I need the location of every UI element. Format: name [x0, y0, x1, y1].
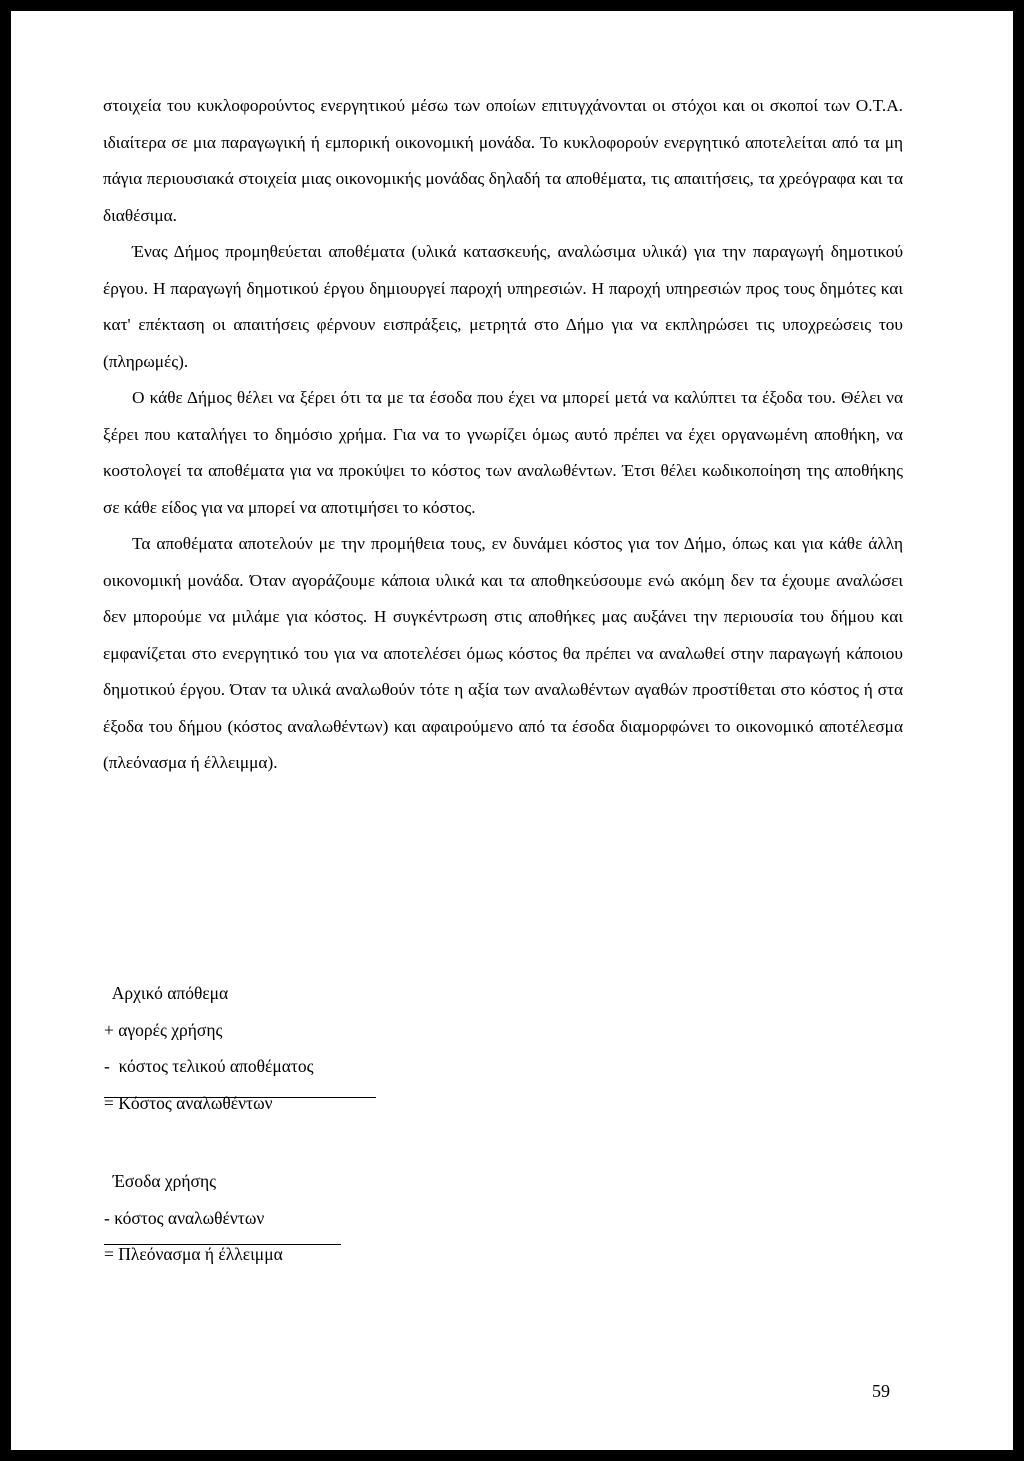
formula-line-initial-stock: Αρχικό απόθεμα: [104, 983, 229, 1003]
formula-line-purchases: + αγορές χρήσης: [104, 1019, 223, 1040]
formula-result-cost: = Κόστος αναλωθέντων: [104, 1092, 273, 1113]
formula-result-surplus: = Πλεόνασμα ή έλλειμμα: [104, 1244, 283, 1264]
paragraph-municipality-supplies: Ένας Δήμος προμηθεύεται αποθέματα (υλικά κατασκευής, αναλώσιμα υλικά) για την παραγωγή δημοτικού έργου. Η παραγωγή δημοτικού έργου δημιουργεί παροχή υπηρεσιών. Η παροχή υπηρεσιών προς τους δημότες και κατ' επέκταση οι απαιτήσεις φέρνουν εισπράξεις, μετρητά στο Δήμο για να εκπληρώσει τις υποχρεώσεις του (πληρωμές).: [103, 242, 903, 371]
formula-line-cost: - κόστος αναλωθέντων: [104, 1207, 265, 1228]
formula-surplus: [104, 1163, 283, 1273]
page-number: 59: [872, 1381, 890, 1401]
formula-line-final-stock: - κόστος τελικού αποθέματος: [104, 1056, 314, 1076]
formula-cost-of-goods: [104, 975, 314, 1121]
formula-line-revenue: Έσοδα χρήσης: [104, 1171, 217, 1191]
paragraph-current-assets: στοιχεία του κυκλοφορούντος ενεργητικού μέσω των οποίων επιτυγχάνονται οι στόχοι και οι σκοποί των Ο.Τ.Α. ιδιαίτερα σε μια παραγωγική ή εμπορική οικονομική μονάδα. Το κυκλοφορούν ενεργητικό αποτελείται από τα μη πάγια περιουσιακά στοιχεία μιας οικονομικής μονάδας δηλαδή τα αποθέματα, τις απαιτήσεις, τα χρεόγραφα και τα διαθέσιμα.: [103, 96, 903, 225]
formula-divider-surplus: [104, 1244, 341, 1245]
body-text: [103, 88, 903, 782]
paragraph-inventory-cost: Τα αποθέματα αποτελούν με την προμήθεια τους, εν δυνάμει κόστος για τον Δήμο, όπως και για κάθε άλλη οικονομική μονάδα. Όταν αγοράζουμε κάποια υλικά και τα αποθηκεύσουμε ενώ ακόμη δεν τα έχουμε αναλώσει δεν μπορούμε να μιλάμε για κόστος. Η συγκέντρωση στις αποθήκες μας αυξάνει την περιουσία του δήμου και εμφανίζεται στο ενεργητικό του για να αποτελέσει όμως κόστος θα πρέπει να αναλωθεί στην παραγωγή κάποιου δημοτικού έργου. Όταν τα υλικά αναλωθούν τότε η αξία των αναλωθέντων αγαθών προστίθεται στο κόστος ή στα έξοδα του δήμου (κόστος αναλωθέντων) και αφαιρούμενο από τα έσοδα διαμορφώνει το οικονομικό αποτέλεσμα (πλεόνασμα ή έλλειμμα).: [103, 534, 903, 772]
paragraph-municipality-revenue: Ο κάθε Δήμος θέλει να ξέρει ότι τα με τα έσοδα που έχει να μπορεί μετά να καλύπτει τα έξοδα του. Θέλει να ξέρει που καταλήγει το δημόσιο χρήμα. Για να το γνωρίζει όμως αυτό πρέπει να έχει οργανωμένη αποθήκη, να κοστολογεί τα αποθέματα για να προκύψει το κόστος των αναλωθέντων. Έτσι θέλει κωδικοποίηση της αποθήκης σε κάθε είδος για να μπορεί να αποτιμήσει το κόστος.: [103, 388, 903, 517]
formula-divider-cost: [104, 1097, 376, 1098]
